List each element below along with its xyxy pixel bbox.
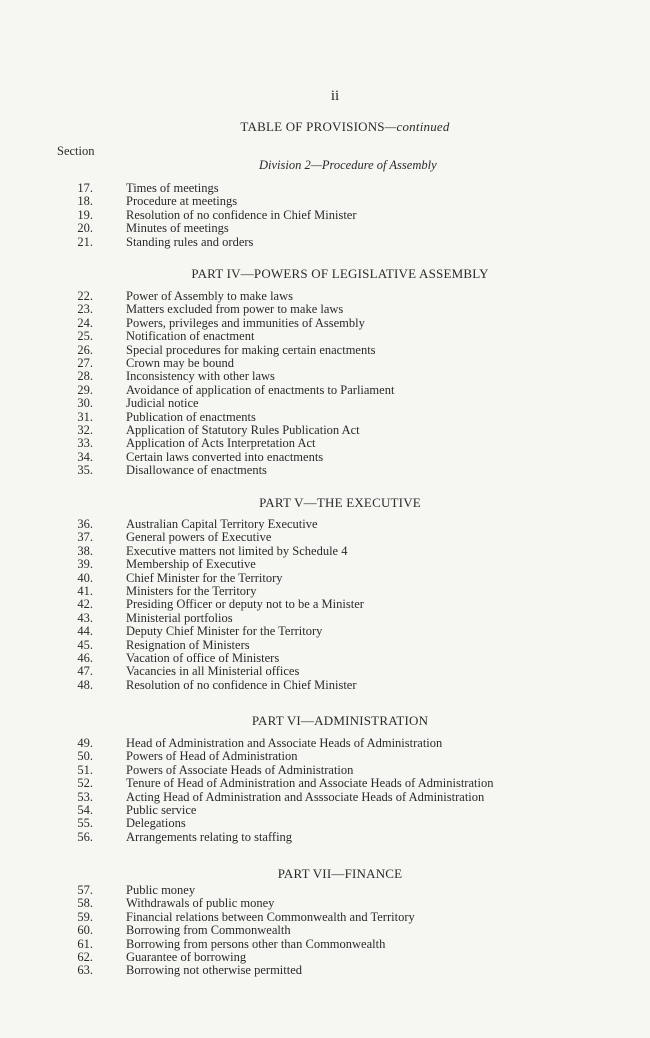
provision-row (0, 424, 650, 437)
provision-row (0, 437, 650, 450)
section-number: 20. (77, 221, 93, 236)
section-number: 17. (77, 181, 93, 195)
provision-row (0, 558, 650, 571)
provision-row (0, 911, 650, 924)
title-continued: —continued (384, 119, 450, 134)
provision-row (0, 344, 650, 357)
section-title: Application of Statutory Rules Publication Act (126, 422, 360, 437)
section-number: 33. (77, 436, 93, 451)
provision-group (0, 884, 650, 978)
provision-row (0, 804, 650, 817)
section-number: 39. (77, 557, 93, 572)
section-number: 37. (77, 530, 93, 545)
provision-row (0, 665, 650, 678)
page-number: ii (330, 88, 340, 104)
section-number: 45. (77, 637, 93, 652)
section-number: 42. (77, 597, 93, 612)
section-title: Acting Head of Administration and Asssociate Heads of Administration (126, 789, 485, 804)
section-title: Membership of Executive (126, 557, 256, 572)
section-title: Borrowing from persons other than Commonwealth (126, 936, 386, 951)
section-title: Chief Minister for the Territory (126, 570, 283, 585)
section-title: Times of meetings (126, 181, 219, 195)
section-number: 52. (77, 776, 93, 791)
part-heading: PART IV—POWERS OF LEGISLATIVE ASSEMBLY (191, 266, 489, 281)
section-number: 58. (77, 896, 93, 911)
provision-row (0, 195, 650, 208)
provision-row (0, 411, 650, 424)
provision-row (0, 572, 650, 585)
section-number: 22. (77, 289, 93, 303)
section-title: Public money (126, 883, 196, 897)
section-number: 26. (77, 342, 93, 357)
section-number: 49. (77, 736, 93, 750)
section-number: 53. (77, 789, 93, 804)
section-number: 63. (77, 963, 93, 978)
provision-group (0, 518, 650, 692)
section-number: 50. (77, 749, 93, 764)
provision-row (0, 897, 650, 910)
section-title: Crown may be bound (126, 355, 234, 370)
section-title: Standing rules and orders (126, 234, 254, 249)
section-title: Certain laws converted into enactments (126, 449, 324, 464)
section-title: Delegations (126, 816, 186, 831)
section-title: Executive matters not limited by Schedule 4 (126, 543, 348, 558)
provision-row (0, 209, 650, 222)
section-number: 54. (77, 802, 93, 817)
provision-row (0, 625, 650, 638)
provision-group (0, 290, 650, 477)
provision-row (0, 357, 650, 370)
section-number: 28. (77, 369, 93, 384)
section-title: Financial relations between Commonwealth and Territory (126, 909, 415, 924)
provision-row (0, 370, 650, 383)
section-number: 18. (77, 194, 93, 209)
section-title: Procedure at meetings (126, 194, 238, 209)
provision-row (0, 938, 650, 951)
provision-row (0, 290, 650, 303)
section-number: 60. (77, 923, 93, 938)
provision-row (0, 639, 650, 652)
section-title: Inconsistency with other laws (126, 369, 275, 384)
provision-row (0, 330, 650, 343)
section-title: Head of Administration and Associate Heads of Administration (126, 736, 443, 750)
section-title: General powers of Executive (126, 530, 272, 545)
section-number: 41. (77, 583, 93, 598)
provision-row (0, 585, 650, 598)
section-number: 36. (77, 517, 93, 531)
provision-row (0, 451, 650, 464)
provision-row (0, 884, 650, 897)
part-heading: PART VII—FINANCE (277, 866, 403, 881)
section-title: Powers, privileges and immunities of Assembly (126, 315, 365, 330)
section-number: 43. (77, 610, 93, 625)
provision-row (0, 737, 650, 750)
section-title: Ministers for the Territory (126, 583, 257, 598)
section-number: 56. (77, 829, 93, 844)
section-title: Minutes of meetings (126, 221, 229, 236)
section-title: Vacation of office of Ministers (126, 650, 280, 665)
section-number: 35. (77, 463, 93, 478)
provision-row (0, 236, 650, 249)
section-title: Application of Acts Interpretation Act (126, 436, 316, 451)
section-title: Judicial notice (126, 396, 199, 411)
section-title: Tenure of Head of Administration and Associate Heads of Administration (126, 776, 494, 791)
section-title: Disallowance of enactments (126, 463, 267, 478)
part-heading: PART V—THE EXECUTIVE (259, 495, 421, 510)
section-title: Powers of Head of Administration (126, 749, 298, 764)
provision-row (0, 764, 650, 777)
section-number: 40. (77, 570, 93, 585)
section-title: Publication of enactments (126, 409, 256, 424)
provision-row (0, 951, 650, 964)
section-number: 51. (77, 762, 93, 777)
provision-row (0, 817, 650, 830)
section-number: 61. (77, 936, 93, 951)
section-number: 19. (77, 207, 93, 222)
section-title: Withdrawals of public money (126, 896, 275, 911)
provision-row (0, 384, 650, 397)
provision-row (0, 303, 650, 316)
section-number: 30. (77, 396, 93, 411)
section-number: 59. (77, 909, 93, 924)
section-title: Ministerial portfolios (126, 610, 233, 625)
section-title: Special procedures for making certain enactments (126, 342, 376, 357)
section-number: 29. (77, 382, 93, 397)
section-number: 55. (77, 816, 93, 831)
section-title: Borrowing not otherwise permitted (126, 963, 303, 978)
section-title: Public service (126, 802, 197, 817)
section-title: Arrangements relating to staffing (126, 829, 293, 844)
section-title: Resolution of no confidence in Chief Minister (126, 207, 357, 222)
provision-row (0, 777, 650, 790)
section-number: 44. (77, 624, 93, 639)
section-title: Powers of Associate Heads of Administration (126, 762, 354, 777)
section-title: Avoidance of application of enactments to Parliament (126, 382, 395, 397)
section-title: Australian Capital Territory Executive (126, 517, 318, 531)
section-number: 46. (77, 650, 93, 665)
table-of-provisions-title (20, 119, 650, 135)
section-number: 24. (77, 315, 93, 330)
provision-row (0, 679, 650, 692)
section-number: 38. (77, 543, 93, 558)
provision-row (0, 924, 650, 937)
provision-row (0, 317, 650, 330)
section-number: 34. (77, 449, 93, 464)
provision-row (0, 964, 650, 977)
provision-row (0, 531, 650, 544)
section-number: 23. (77, 302, 93, 317)
section-title: Borrowing from Commonwealth (126, 923, 291, 938)
division-heading: Division 2—Procedure of Assembly (259, 158, 437, 172)
provision-row (0, 652, 650, 665)
provision-row (0, 545, 650, 558)
section-title: Matters excluded from power to make laws (126, 302, 344, 317)
provision-row (0, 612, 650, 625)
section-number: 32. (77, 422, 93, 437)
provision-row (0, 182, 650, 195)
section-title: Resolution of no confidence in Chief Minister (126, 677, 357, 692)
provision-row (0, 518, 650, 531)
section-number: 48. (77, 677, 93, 692)
section-title: Notification of enactment (126, 329, 255, 344)
section-number: 31. (77, 409, 93, 424)
section-number: 21. (77, 234, 93, 249)
provision-row (0, 791, 650, 804)
section-number: 25. (77, 329, 93, 344)
section-title: Deputy Chief Minister for the Territory (126, 624, 323, 639)
section-title: Guarantee of borrowing (126, 949, 247, 964)
provision-row (0, 750, 650, 763)
section-number: 47. (77, 664, 93, 679)
provision-row (0, 222, 650, 235)
provision-row (0, 464, 650, 477)
title-text: TABLE OF PROVISIONS (240, 119, 385, 134)
section-title: Presiding Officer or deputy not to be a Minister (126, 597, 364, 612)
section-title: Power of Assembly to make laws (126, 289, 293, 303)
provision-group (0, 182, 650, 249)
section-title: Resignation of Ministers (126, 637, 250, 652)
provision-row (0, 397, 650, 410)
part-heading: PART VI—ADMINISTRATION (251, 713, 429, 728)
section-number: 57. (77, 883, 93, 897)
provision-group (0, 737, 650, 844)
section-number: 62. (77, 949, 93, 964)
section-number: 27. (77, 355, 93, 370)
section-title: Vacancies in all Ministerial offices (126, 664, 300, 679)
provision-row (0, 831, 650, 844)
section-column-label: Section (57, 144, 95, 158)
provision-row (0, 598, 650, 611)
